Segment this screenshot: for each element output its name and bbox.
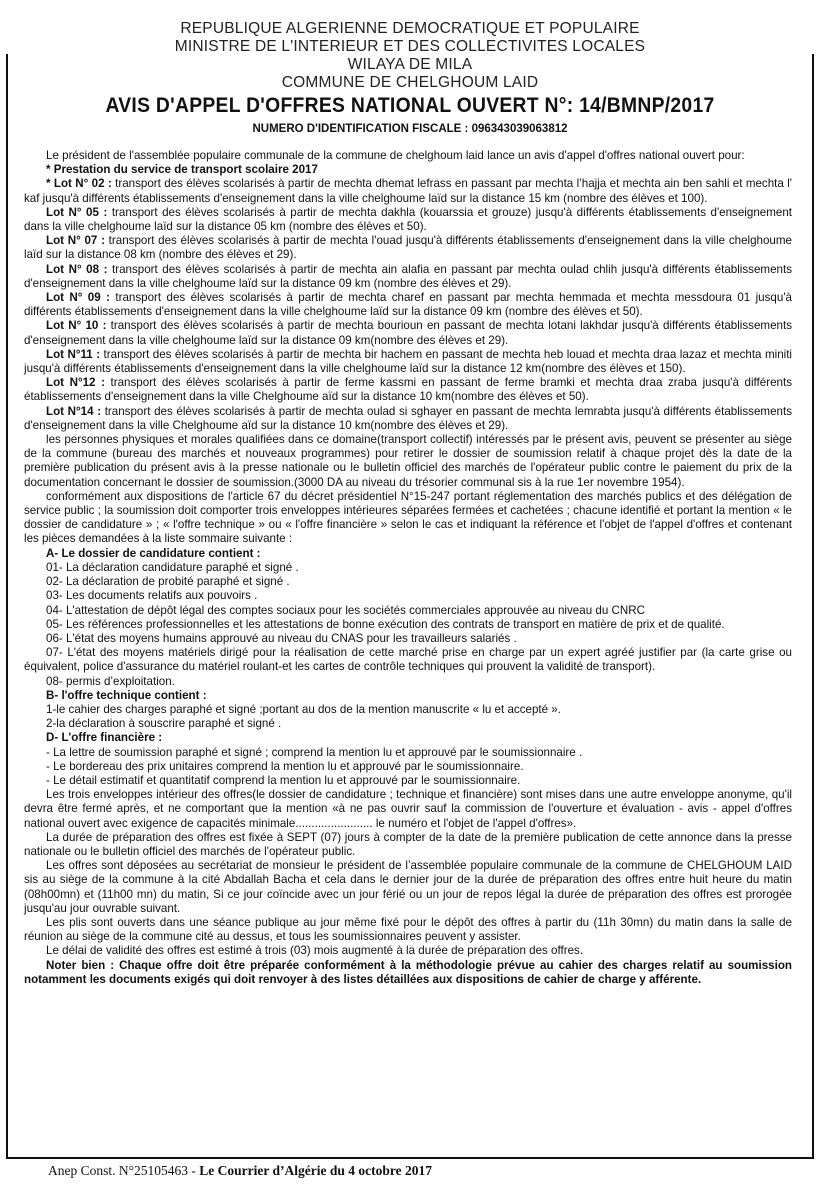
list-item: 07- L'état des moyens matériels dirigé pour la réalisation de cette marché prise en charge par un expert agréé justifier par (la carte grise ou équivalent, police d'assurance du matériel roulant-et les cartes de contrôle techniques qui prouvent la validité de transport). bbox=[24, 646, 792, 674]
publication-footer bbox=[48, 1163, 432, 1179]
anep-reference: Anep Const. N°25105463 - bbox=[48, 1163, 200, 1178]
lot-text: transport des élèves scolarisés à partir de mechta dhemat lefrass en passant par mechta l’hajja et mechta ain ben sahli et mechta l' kaf jusqu'à différents établissements d'enseignement dans la ville chelghoume laïd sur la distance 15 km (nombre des élèves et 100). bbox=[24, 177, 792, 205]
lot-label: Lot N° 05 : bbox=[46, 205, 108, 219]
lot-label: Lot N° 09 : bbox=[46, 291, 110, 305]
note-paragraph: Noter bien : Chaque offre doit être préparée conformément à la méthodologie prévue au cahier des charges relatif au soumission notamment les documents exigés qui doit renvoyer à des listes détaillées aux dispositions de cahier de charge y afférente. bbox=[24, 958, 792, 986]
list-item: 1-le cahier des charges paraphé et signé ;portant au dos de la mention manuscrite « lu et accepté ». bbox=[46, 702, 561, 716]
lot-paragraph bbox=[24, 263, 792, 291]
header-ministere: MINISTRE DE L'INTERIEUR ET DES COLLECTIVITES LOCALES bbox=[174, 38, 646, 55]
list-item: 06- L'état des moyens humains approuvé au niveau du CNAS pour les travailleurs salariés . bbox=[46, 631, 517, 645]
fiscal-id: NUMERO D'IDENTIFICATION FISCALE : 096343039063812 bbox=[252, 123, 568, 135]
document-title: AVIS D'APPEL D'OFFRES NATIONAL OUVERT N°: 14/BMNP/2017 bbox=[105, 94, 715, 117]
lot-text: transport des élèves scolarisés à partir de mechta oulad si sghayer en passant de mechta lemrabta jusqu'à différents établissements d'enseignement dans la ville Chelghoume aïd sur la distance 10 km(nombre des élèves et 29). bbox=[24, 404, 792, 432]
header-wilaya: WILAYA DE MILA bbox=[347, 56, 473, 73]
list-item: - Le détail estimatif et quantitatif comprend la mention lu et approuvé par le soumissionnaire. bbox=[46, 773, 521, 787]
document-body bbox=[24, 149, 792, 987]
list-item: 01- La déclaration candidature paraphé et signé . bbox=[46, 560, 299, 574]
lot-label: Lot N°14 : bbox=[46, 404, 102, 418]
lot-label: Lot N° 08 : bbox=[46, 262, 108, 276]
header-republique: REPUBLIQUE ALGERIENNE DEMOCRATIQUE ET POPULAIRE bbox=[180, 20, 640, 37]
list-item: 04- L'attestation de dépôt légal des comptes sociaux pour les sociétés commerciales approuvée au niveau du CNRC bbox=[46, 603, 645, 617]
lot-label: Lot N° 10 : bbox=[46, 319, 107, 333]
lot-paragraph bbox=[24, 234, 792, 262]
lot-label: Lot N°11 : bbox=[46, 347, 101, 361]
header-commune: COMMUNE DE CHELGHOUM LAID bbox=[281, 74, 539, 91]
lot-text: transport des élèves scolarisés à partir de mechta charef en passant par mechta hemmada et mechta messdoura 01 jusqu'à différents établissements d'enseignement dans la ville chelghoume laïd sur la distance 09 km (nombre des élèves et 50). bbox=[24, 291, 792, 319]
lot-paragraph bbox=[24, 291, 792, 319]
list-item: 2-la déclaration à souscrire paraphé et signé . bbox=[46, 717, 282, 731]
lot-paragraph bbox=[24, 376, 792, 404]
lot-paragraph bbox=[24, 405, 792, 433]
validite-paragraph: Le délai de validité des offres est estimé à trois (03) mois augmenté à la durée de préparation des offres. bbox=[46, 944, 584, 958]
lot-label: Lot N° 07 : bbox=[46, 234, 105, 248]
duree-paragraph: La durée de préparation des offres est fixée à SEPT (07) jours à compter de la date de la première publication de cette annonce dans la presse nationale ou le bulletin officiel des marchés de l'opérateur public. bbox=[24, 830, 792, 858]
depot-paragraph: Les offres sont déposées au secrétariat de monsieur le président de l’assemblée populaire communale de la commune de CHELGHOUM LAID sis au siège de la commune à la cité Abdallah Bacha et cela dans le dernier jour de la durée de préparation des offres entre huit heure du matin (08h00mn) et (11h00 mn) du matin, Si ce jour coïncide avec un jour férié ou un jour de repos légal la durée de préparation des offres est prorogée jusqu'au jour ouvrable suivant. bbox=[24, 859, 792, 915]
lot-label: Lot N°12 : bbox=[46, 376, 105, 390]
newspaper-name: Le Courrier d’Algérie du 4 octobre 2017 bbox=[199, 1163, 432, 1178]
list-item: - Le bordereau des prix unitaires comprend la mention lu et approuvé par le soumissionnaire. bbox=[46, 759, 524, 773]
list-item: 02- La déclaration de probité paraphé et signé . bbox=[46, 575, 290, 589]
section-d-title: D- L'offre financière : bbox=[46, 731, 163, 745]
list-item: 05- Les références professionnelles et les attestations de bonne exécution des contrats de transport en matière de prix et de qualité. bbox=[46, 617, 725, 631]
lot-text: transport des élèves scolarisés à partir de mechta dakhla (kouarssia et grouze) jusqu'à différents établissements d'enseignement dans la ville chelghoume laïd sur la distance 05 km (nombre des élèves et 50). bbox=[24, 205, 792, 234]
ouverture-plis-paragraph: Les plis sont ouverts dans une séance publique au jour même fixé pour le dépôt des offres à partir du (11h 30mn) du matin dans la salle de réunion au siège de la commune cité au dessus, et tous les soumissionnaires peuvent y assister. bbox=[24, 915, 792, 944]
lot-paragraph bbox=[24, 348, 792, 376]
lot-paragraph bbox=[24, 206, 792, 234]
lot-label: * Lot N° 02 : bbox=[46, 177, 112, 191]
retrait-dossier-paragraph: les personnes physiques et morales qualifiées dans ce domaine(transport collectif) intéressés par le présent avis, peuvent se présenter au siège de la commune (bureau des marchés et nouveaux programmes) pour retirer le dossier de soumission relatif à chaque projet dès la date de la première publication du présent avis à la presse nationale ou le bulletin officiel des marchés de l'opérateur public contre le paiement du prix de la documentation concernant le dossier de soumission.(3000 DA au niveau du trésorier communal sis à la rue 1er novembre 1954). bbox=[24, 433, 792, 489]
list-item: 08- permis d’exploitation. bbox=[46, 674, 175, 688]
list-item: 03- Les documents relatifs aux pouvoirs . bbox=[46, 589, 258, 603]
lot-text: transport des élèves scolarisés à partir de mechta l'ouad jusqu'à différents établissements d'enseignement dans la ville chelghoume laïd sur la distance 08 km (nombre des élèves et 29). bbox=[24, 234, 792, 262]
intro-paragraph: Le président de l'assemblée populaire communale de la commune de chelghoum laid lance un avis d'appel d'offres national ouvert pour: bbox=[46, 149, 745, 162]
list-item: - La lettre de soumission paraphé et signé ; comprend la mention lu et approuvé par le soumissionnaire . bbox=[46, 745, 583, 759]
lot-paragraph bbox=[24, 319, 792, 347]
enveloppes-paragraph: Les trois enveloppes intérieur des offres(le dossier de candidature ; technique et financière) sont mises dans une autre enveloppe anonyme, qu'il devra être fermé après, et ne comportant que la mention «à ne pas ouvrir sauf la commission de l'ouverture et évaluation - avis - appel d'offres national ouvert avec exigence de capacités minimale........................ le numéro et l'objet de l'appel d'offres». bbox=[24, 788, 792, 830]
lot-text: transport des élèves scolarisés à partir de ferme kassmi en passant de ferme bramki et mechta draa zraba jusqu'à différents établissements d'enseignement dans la ville Chelghoume aïd sur la distance 10 km(nombre des élèves et 50). bbox=[24, 376, 793, 404]
document-header bbox=[0, 20, 820, 136]
lot-text: transport des élèves scolarisés à partir de mechta bir hachem en passant de mechta heb louad et mechta draa lazaz et mechta miniti jusqu'à différents établissements d'enseignement dans la ville chelghoume laïd sur la distance 12 km(nombre des élèves et 150). bbox=[24, 347, 793, 376]
lot-paragraph bbox=[24, 177, 792, 205]
lot-text: transport des élèves scolarisés à partir de mechta ain alafia en passant par mechta oulad chlih jusqu'à différents établissements d'enseignement dans la ville chelghoume laïd sur la distance 09 km (nombre des élèves et 29). bbox=[24, 262, 792, 290]
lot-text: transport des élèves scolarisés à partir de mechta bourioun en passant de mechta lotani lakhdar jusqu'à différents établissements d'enseignement dans la ville chelghoume laïd sur la distance 09 km(nombre des élèves et 29). bbox=[24, 319, 792, 347]
section-a-title: A- Le dossier de candidature contient : bbox=[46, 546, 261, 560]
conformite-paragraph: conformément aux dispositions de l'article 67 du décret présidentiel N°15-247 portant réglementation des marchés publics et des délégation de service public ; la soumission doit comporter trois enveloppes intérieures séparées fermées et cachetées ; chacune identifié et portant la mention « le dossier de candidature » ; « l'offre technique » ou « l'offre financière » selon le cas et indiquant la référence et l'objet de l'appel d'offres et contenant les pièces demandées à la liste sommaire suivante : bbox=[24, 489, 792, 546]
section-b-title: B- l'offre technique contient : bbox=[46, 688, 207, 702]
service-title: * Prestation du service de transport scolaire 2017 bbox=[46, 163, 318, 177]
